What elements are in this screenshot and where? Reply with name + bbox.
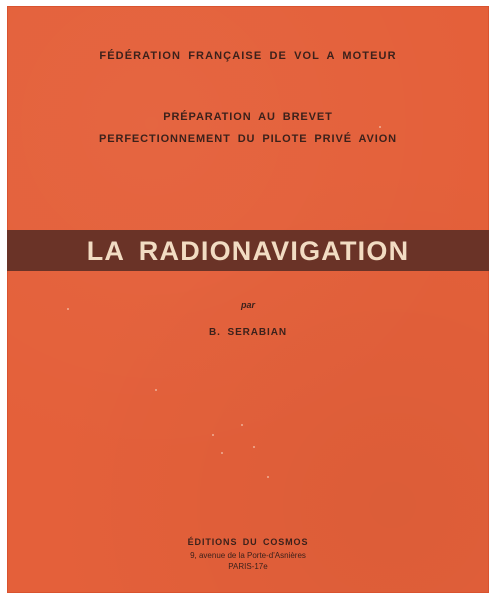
subtitle-line-1: PRÉPARATION AU BREVET bbox=[163, 111, 333, 123]
publisher-address: 9, avenue de la Porte-d'Asnières bbox=[190, 551, 306, 560]
publisher-name: ÉDITIONS DU COSMOS bbox=[187, 537, 309, 547]
author-name: B. SERABIAN bbox=[209, 327, 287, 338]
publisher-city: PARIS-17e bbox=[228, 562, 268, 571]
book-title: LA RADIONAVIGATION bbox=[86, 236, 410, 266]
paper-speck bbox=[221, 452, 223, 454]
paper-speck bbox=[67, 308, 69, 310]
paper-speck bbox=[253, 446, 255, 448]
title-band bbox=[7, 230, 489, 271]
paper-speck bbox=[212, 434, 214, 436]
federation-name: FÉDÉRATION FRANÇAISE DE VOL A MOTEUR bbox=[99, 50, 397, 62]
paper-speck bbox=[155, 389, 157, 391]
subtitle-line-2: PERFECTIONNEMENT DU PILOTE PRIVÉ AVION bbox=[99, 133, 397, 145]
paper-speck bbox=[379, 126, 381, 128]
by-label: par bbox=[240, 300, 255, 310]
paper-speck bbox=[241, 424, 243, 426]
paper-speck bbox=[267, 476, 269, 478]
book-cover bbox=[7, 6, 489, 593]
